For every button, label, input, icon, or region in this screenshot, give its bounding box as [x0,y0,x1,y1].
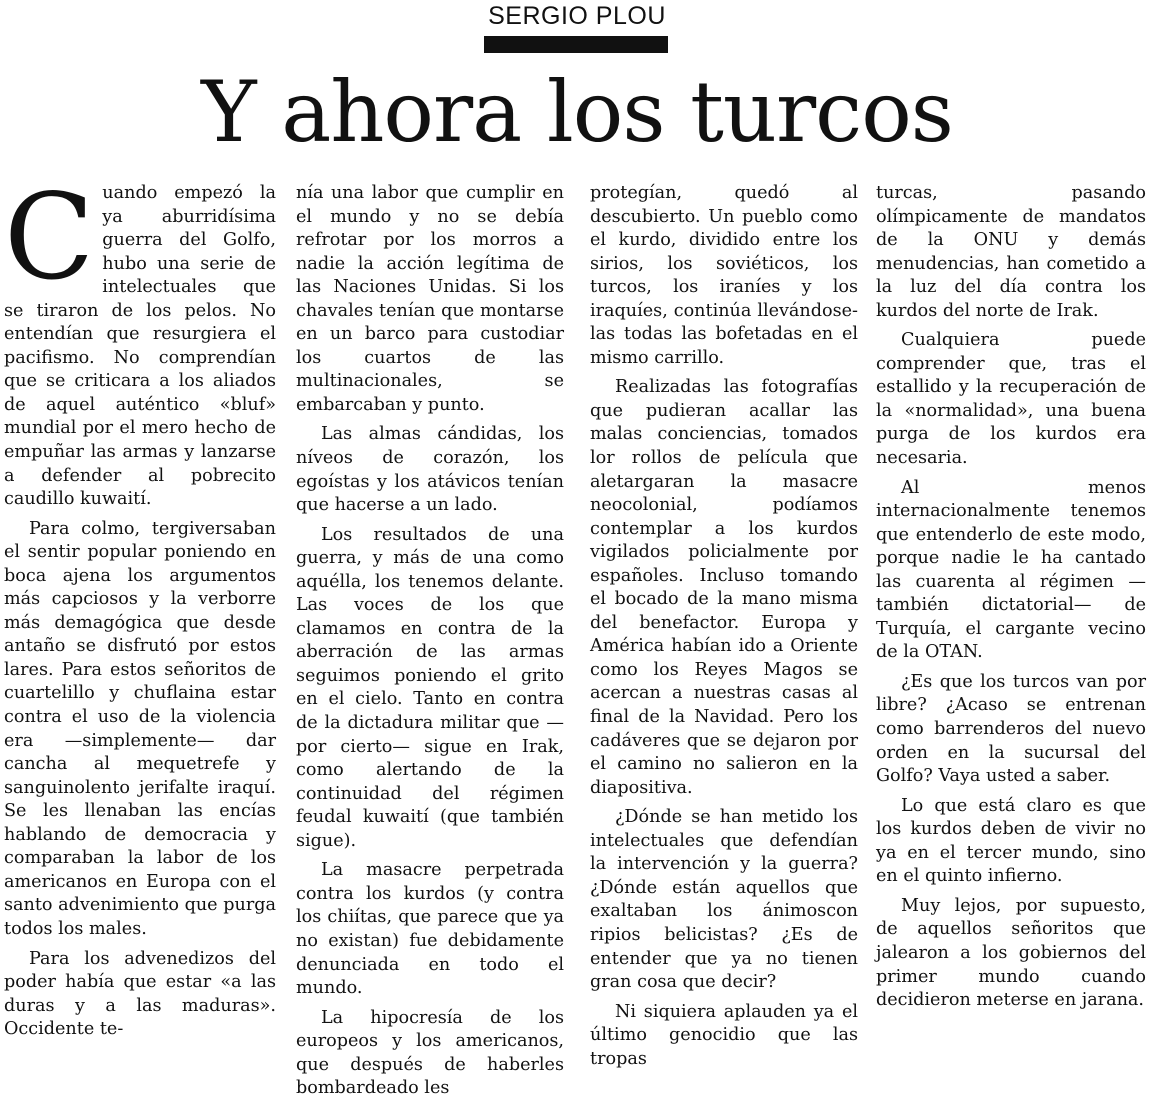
paragraph: ¿Dónde se han metido los intelectuales que defendían la intervención y la guerra? ¿Dónde están aquellos que exaltaban los ánimoscon ripios belicistas? ¿Es de entender que ya no tienen gran cosa que decir? [590,807,858,993]
article-column-4 [876,182,1146,1011]
paragraph: La hipocresía de los europeos y los americanos, que después de haberles bombardeado les [296,1007,564,1099]
article-column-3 [590,182,858,1069]
byline: SERGIO PLOU [488,2,666,30]
paragraph: turcas, pasando olímpicamente de mandatos de la ONU y demás menudencias, han cometido a la luz del día contra los kurdos del norte de Irak. [876,183,1146,321]
paragraph: uando empezó la ya aburridísima guerra del Golfo, hubo una serie de intelectuales que se tiraron de los pelos. No entendían que resurgiera el pacifismo. No comprendían que se criticara a los aliados de aquel auténtico «bluf» mundial por el mero hecho de empuñar las armas y lanzarse a defender al pobrecito caudillo kuwaití. [4,183,276,510]
article-column-2 [296,182,564,1099]
paragraph: Muy lejos, por supuesto, de aquellos señoritos que jalearon a los gobiernos del primer mundo cuando decidieron meterse en jarana. [876,895,1146,1011]
paragraph: protegían, quedó al descubierto. Un pueblo como el kurdo, dividido entre los sirios, los soviéticos, los turcos, los iraníes y los iraquíes, continúa llevándose-las todas las bofetadas en el mismo carrillo. [590,183,858,368]
paragraph: La masacre perpetrada contra los kurdos (y contra los chiítas, que parece que ya no existan) fue debidamente denunciada en todo el mundo. [296,860,564,999]
drop-cap: C [4,168,95,306]
paragraph: Para colmo, tergiversaban el sentir popular poniendo en boca ajena los argumentos más capciosos y la verborre más demagógica que desde antaño se disfrutó por estos lares. Para estos señoritos de cuartelillo y chuflaina estar contra el uso de la violencia era —simplemente— dar cancha al mequetrefe y sanguinolento jerifalte iraquí. Se les llenaban las encías hablando de democracia y comparaban la labor de los americanos en Europa con el santo advenimiento que purga todos los males. [4,518,276,939]
paragraph: Para los advenedizos del poder había que estar «a las duras y a las maduras». Occidente te- [4,948,276,1040]
paragraph: nía una labor que cumplir en el mundo y no se debía refrotar por los morros a nadie la acción legítima de las Naciones Unidas. Si los chavales tenían que montarse en un barco para custodiar los cuartos de las multinacionales, se embarcaban y punto. [296,183,564,415]
paragraph: ¿Es que los turcos van por libre? ¿Acaso se entrenan como barrenderos del nuevo orden en la sucursal del Golfo? Vaya usted a saber. [876,671,1146,787]
headline: Y ahora los turcos [201,63,953,161]
byline-rule [484,36,668,53]
article-column-1 [4,168,276,1040]
paragraph: Al menos internacionalmente tenemos que entenderlo de este modo, porque nadie le ha cantado las cuarenta al régimen —también dictatorial— de Turquía, el cargante vecino de la OTAN. [876,477,1146,663]
paragraph: Ni siquiera aplauden ya el último genocidio que las tropas [590,1001,858,1069]
paragraph: Realizadas las fotografías que pudieran acallar las malas conciencias, tomados lor rollos de película que aletargaran la masacre neocolonial, podíamos contemplar a los kurdos vigilados policialmente por españoles. Incluso tomando el bocado de la mano misma del benefactor. Europa y América habían ido a Oriente como los Reyes Magos se acercan a nuestras casas al final de la Navidad. Pero los cadáveres que se dejaron por el camino no salieron en la diapositiva. [590,377,858,798]
paragraph: Cualquiera puede comprender que, tras el estallido y la recuperación de la «normalidad», una buena purga de los kurdos era necesaria. [876,330,1146,469]
paragraph: Los resultados de una guerra, y más de una como aquélla, los tenemos delante. Las voces de los que clamamos en contra de la aberración de las armas seguimos poniendo el grito en el cielo. Tanto en contra de la dictadura militar que —por cierto— sigue en Irak, como alertando de la continuidad del régimen feudal kuwaití (que también sigue). [296,524,564,851]
paragraph: Las almas cándidas, los níveos de corazón, los egoístas y los atávicos tenían que hacerse a un lado. [296,424,564,516]
paragraph: Lo que está claro es que los kurdos deben de vivir no ya en el tercer mundo, sino en el quinto infierno. [876,795,1146,887]
